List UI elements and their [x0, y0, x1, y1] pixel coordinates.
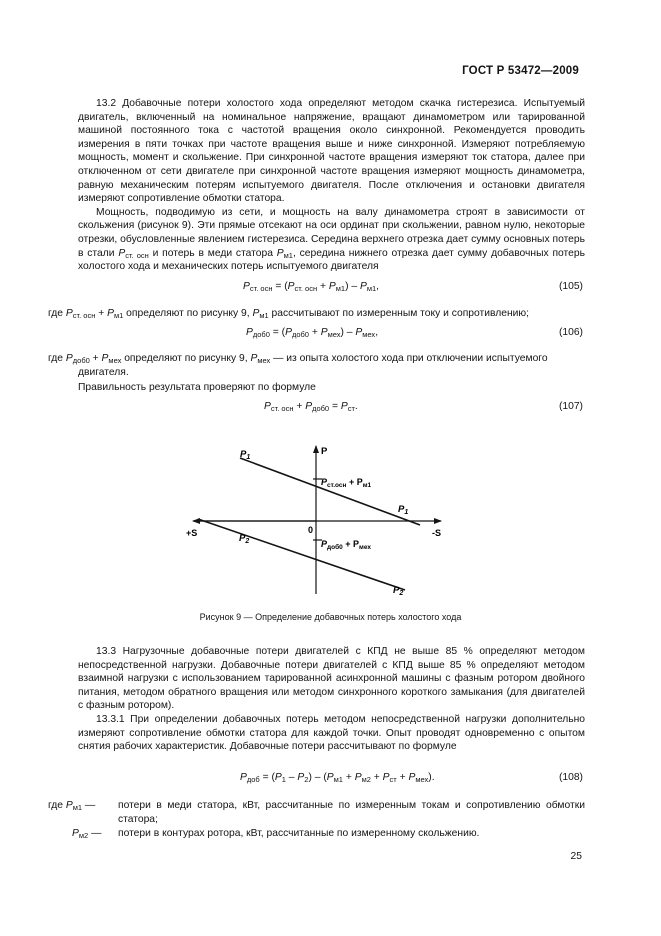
explanation-106: где $P_{доб0} + P_{мех}$ определяют по рисунку 9, $P_{мех}$ — из опыта холостого хода при отключении испытуемого: [48, 353, 548, 365]
paragraph-13-2-power: Мощность, подводимую из сети, и мощность на валу динамометра строят в зависимости от скольжения (рисунок 9). Эти прямые отсекают на оси ординат при скольжении, равном нулю, некоторые отрезки, обусловленные явлением гистерезиса. Середина верхнего отрезка дает сумму основных потерь в стали $P_{ст. осн}$ и потерь в меди статора $P_{м1}$, середина нижнего отрезка дает сумму добавочных потерь холостого хода и механических потерь испытуемого двигателя: [78, 206, 585, 273]
p2-label-right: $P_2$: [393, 585, 404, 597]
lower-segment-label: $P_{доб0} + P_{мех}$: [321, 539, 371, 551]
equation-107: $P_{ст. осн} + P_{доб0} = P_{ст}$.: [264, 401, 358, 413]
explanation-106-cont: двигателя.: [78, 367, 129, 378]
equation-number-107: (107): [558, 401, 583, 412]
section-13-3: [78, 645, 585, 754]
equation-number-108: (108): [558, 772, 583, 783]
origin-label: 0: [308, 525, 314, 535]
plus-s-label: +S: [186, 528, 198, 538]
paragraph-13-3: 13.3 Нагрузочные добавочные потери двигателей с КПД не выше 85 % определяют методом непосредственной нагрузки. Добавочные потери двигателей с КПД выше 85 % определяют методом взаимной нагрузки с использованием тарированной асинхронной машины с фазным ротором двойного питания, методом обратного вращения или методом синхронного короткого замыкания (для двигателей с фазным ротором).: [78, 646, 585, 712]
explanation-108-item-2: потери в контурах ротора, кВт, рассчитанные по измеренному скольжению.: [118, 828, 480, 839]
paragraph-13-2-intro: 13.2 Добавочные потери холостого хода определяют методом скачка гистерезиса. Испытуемый двигатель, включенный на номинальное напряжение, вращают динамометром или тарированной машиной постоянного тока с частотой вращения около синхронной. Рекомендуется проводить измерения в пяти точках при частоте вращения выше и ниже синхронной. Измеряют потребляемую мощность, момент и скольжение. При синхронной частоте вращения измеряют ток статора, далее при отключенном от сети двигателе при синхронной частоте вращения измеряют мощность динамометра, равную механическим потерям испытуемого двигателя. После отключения и остановки двигателя измеряют сопротивление обмотки статора.: [78, 98, 585, 205]
p-axis-label: P: [321, 446, 328, 457]
explanation-108-label: где $P_{м1}$ —: [48, 800, 96, 812]
page-number: 25: [570, 851, 582, 862]
p2-label-left: $P_2$: [239, 533, 250, 545]
explanation-108-label-2: $P_{м2}$ —: [72, 828, 102, 840]
equation-number-106: (106): [558, 327, 583, 338]
check-sentence: Правильность результата проверяют по формуле: [78, 382, 316, 393]
figure-caption: Рисунок 9 — Определение добавочных потерь холостого хода: [199, 612, 462, 622]
explanation-105: где $P_{ст. осн} + P_{м1}$ определяют по рисунку 9, $P_{м1}$ рассчитывают по измеренным току и сопротивлению;: [48, 308, 529, 320]
p2-line: [198, 519, 405, 590]
equation-105: $P_{ст. осн} = (P_{ст. осн} + P_{м1}) - P_{м1}$,: [243, 281, 380, 293]
explanation-108-item-1: потери в меди статора, кВт, рассчитанные по измеренным токам и сопротивлению обмотки статора;: [118, 800, 585, 825]
equation-106: $P_{доб0} = (P_{доб0} + P_{мех}) - P_{мех}$,: [246, 327, 379, 339]
standard-header: ГОСТ Р 53472—2009: [462, 65, 579, 77]
equation-number-105: (105): [558, 281, 583, 292]
p1-line: [240, 458, 420, 525]
paragraph-13-3-1: 13.3.1 При определении добавочных потерь методом непосредственной нагрузки дополнительно измеряют сопротивление обмотки статора для каждой точки. Опыт проводят одновременно с опытом снятия рабочих характеристик. Добавочные потери рассчитывают по формуле: [78, 713, 585, 753]
minus-s-label: -S: [432, 528, 441, 538]
equation-108: $P_{доб} = (P_1 - P_2) - (P_{м1} + P_{м2} + P_{ст} + P_{мех})$.: [240, 772, 435, 784]
p1-label-right: $P_1$: [398, 504, 409, 516]
p1-label-left: $P_1$: [240, 449, 251, 461]
upper-segment-label: $P_{ст.осн} + P_{м1}$: [321, 477, 372, 489]
